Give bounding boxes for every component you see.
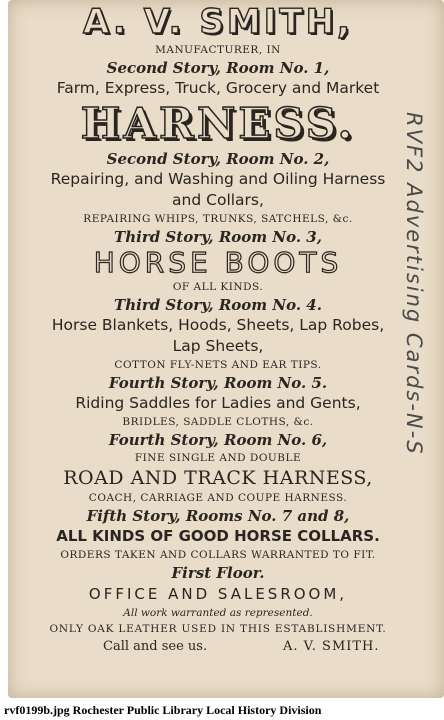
handwritten-note-text: RVF2 Advertising Cards-N-S <box>402 112 426 456</box>
manufacturer-line: MANUFACTURER, IN <box>155 44 281 56</box>
card-text-column <box>8 0 428 659</box>
oak-leather-line: ONLY OAK LEATHER USED IN THIS ESTABLISHMENT. <box>49 623 387 635</box>
harness-heading: HARNESS. <box>80 99 356 148</box>
image-caption: rvf0199b.jpg Rochester Public Library Local History Division <box>4 703 322 717</box>
room-4-heading: Third Story, Room No. 4. <box>114 296 322 314</box>
signature: A. V. SMITH. <box>283 639 380 654</box>
card-footer <box>8 637 428 659</box>
first-floor-heading: First Floor. <box>171 564 265 582</box>
office-line: OFFICE AND SALESROOM, <box>88 585 348 603</box>
handwritten-note <box>402 112 444 532</box>
room-6-heading: Fourth Story, Room No. 6, <box>108 431 328 449</box>
room-2-heading: Second Story, Room No. 2, <box>106 150 330 168</box>
call-line: Call and see us. <box>103 639 208 654</box>
room-2-line-3: REPAIRING WHIPS, TRUNKS, SATCHELS, &c. <box>83 213 353 225</box>
room-5-line-2: BRIDLES, SADDLE CLOTHS, &c. <box>122 416 314 428</box>
room-2-line-1: Repairing, and Washing and Oiling Harness <box>50 170 386 188</box>
room-4-line-1: Horse Blankets, Hoods, Sheets, Lap Robes, <box>51 316 385 334</box>
room-6-line-2: ROAD AND TRACK HARNESS, <box>63 467 373 489</box>
room-7-heading: Fifth Story, Rooms No. 7 and 8, <box>86 507 350 525</box>
room-4-line-2: Lap Sheets, <box>172 337 264 355</box>
room-7-line-1: ALL KINDS OF GOOD HORSE COLLARS. <box>56 527 380 545</box>
room-7-line-2: ORDERS TAKEN AND COLLARS WARRANTED TO FIT. <box>60 549 376 561</box>
room-2-line-2: and Collars, <box>172 191 264 209</box>
horse-boots-heading: HORSE BOOTS <box>93 246 343 279</box>
room-1-heading: Second Story, Room No. 1, <box>106 59 330 77</box>
card-title: A. V. SMITH, <box>83 2 353 42</box>
warranted-line: All work warranted as represented. <box>123 607 313 619</box>
room-5-heading: Fourth Story, Room No. 5. <box>108 374 328 392</box>
all-kinds-line: OF ALL KINDS. <box>172 281 264 293</box>
room-1-items: Farm, Express, Truck, Grocery and Market <box>56 79 380 97</box>
room-5-line-1: Riding Saddles for Ladies and Gents, <box>75 394 361 412</box>
advertising-card <box>8 0 444 698</box>
room-3-heading: Third Story, Room No. 3, <box>114 228 322 246</box>
room-6-line-3: COACH, CARRIAGE AND COUPE HARNESS. <box>88 492 348 504</box>
room-6-line-1: FINE SINGLE AND DOUBLE <box>134 452 302 464</box>
room-4-line-3: COTTON FLY-NETS AND EAR TIPS. <box>114 359 322 371</box>
